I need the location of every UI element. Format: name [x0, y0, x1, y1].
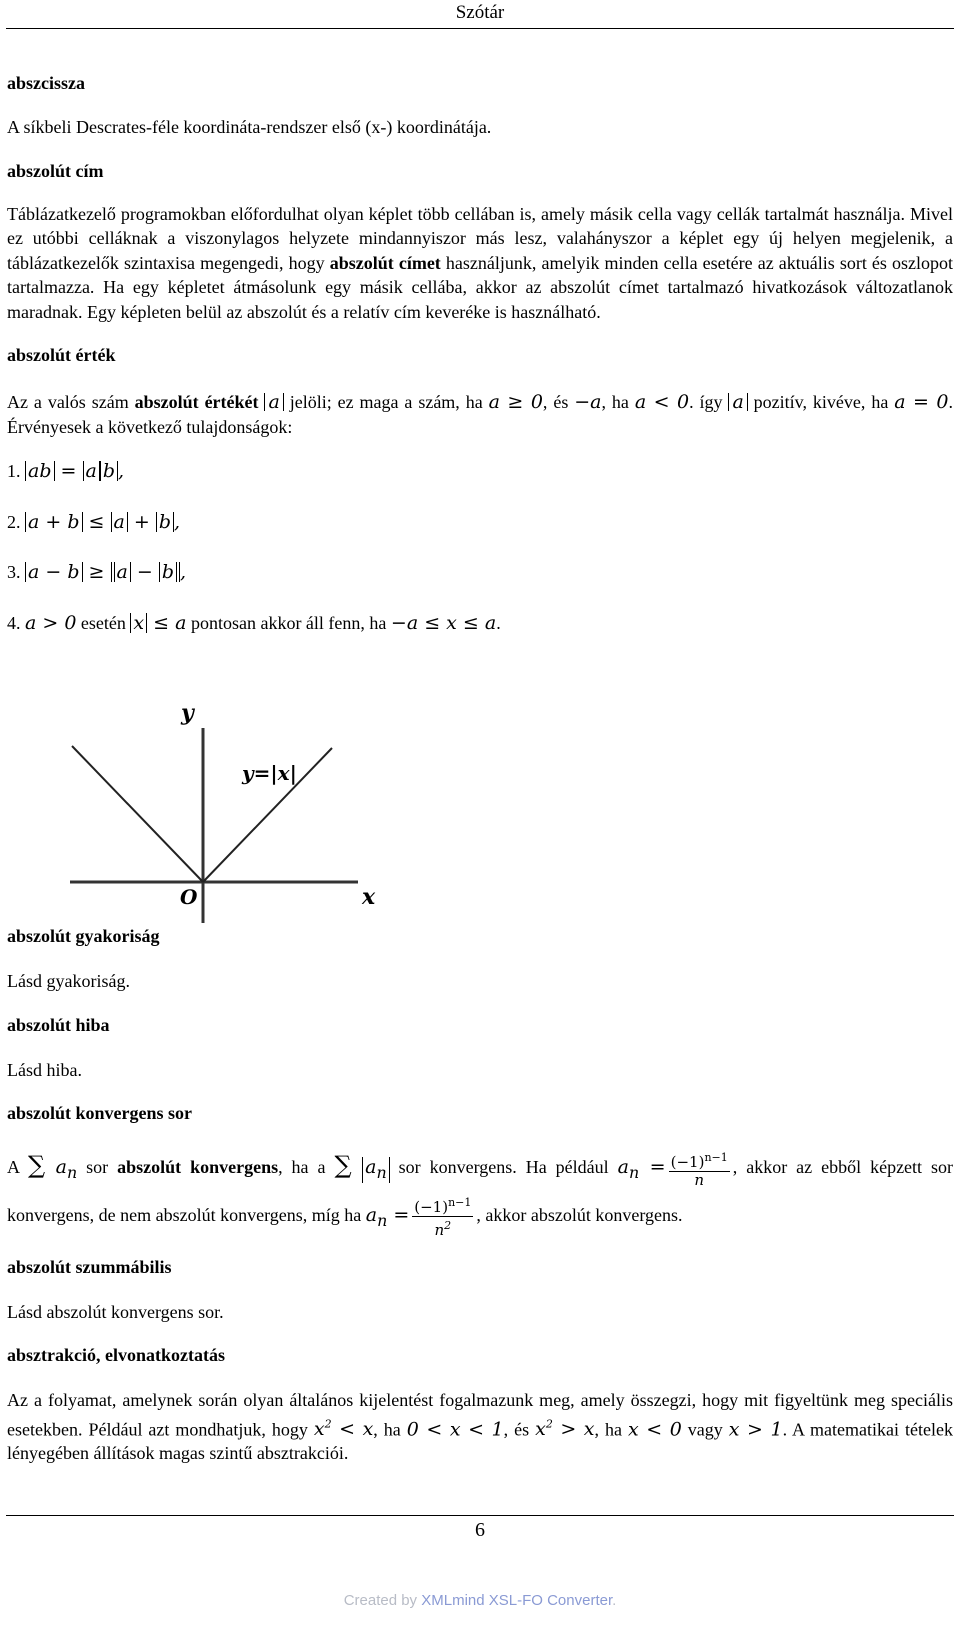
footer-rule	[6, 1515, 954, 1516]
converter-credit: Created by XMLmind XSL-FO Converter.	[343, 1592, 617, 1609]
def-abszolut-szummabilis: Lásd abszolút konvergens sor.	[7, 1301, 224, 1322]
term-abszolut-gyakorisag: abszolút gyakoriság	[7, 926, 160, 946]
def-abszolut-ertek: Az a valós szám abszolút értékét a jelöli; ez maga a szám, ha a ≥ 0, és −a, ha a < 0. így a pozitív, kivéve, ha a = 0. Érvényesek a következő tulajdonságok:	[7, 391, 953, 437]
term-absztrakcio: absztrakció, elvonatkoztatás	[7, 1345, 225, 1366]
def-absztrakcio: Az a folyamat, amelynek során olyan általános kijelentést fogalmazunk meg, amely összegzi, hogy mit figyeltünk meg speciális esetekben. Például azt mondhatjuk, hogy $x^2 < x$, ha 0 < x < 1, és $x^2 > x$, ha x < 0 vagy x > 1. A matematikai tételek lényegében állítások magas szintű absztrakciói.	[7, 1390, 953, 1464]
property-2: 2. a + b ≤ a + b ,	[7, 510, 181, 533]
def-abszolut-gyakorisag: Lásd gyakoriság.	[7, 971, 130, 991]
property-4: 4. a > 0 esetén x ≤ a pontosan akkor áll fenn, ha −a ≤ x ≤ a.	[7, 611, 501, 634]
def-abszcissza: A síkbeli Descrates-féle koordináta-rendszer első (x-) koordinátája.	[7, 117, 492, 137]
converter-brand-link[interactable]: XMLmind XSL-FO Converter	[421, 1592, 613, 1609]
page-header: Szótár	[455, 2, 505, 23]
graph-x-label: x	[362, 884, 376, 910]
term-abszolut-konvergens: abszolút konvergens sor	[7, 1103, 193, 1123]
graph-curve-label: y=|x|	[242, 761, 297, 785]
term-abszolut-ertek: abszolút érték	[7, 345, 116, 365]
def-abszolut-cim: Táblázatkezelő programokban előfordulhat olyan képlet több cellában is, amely másik cella vagy cellák tartalmát használja. Mivel ez utóbbi celláknak a viszonylagos helyzete mindannyiszor más lesz, valahányszor a képlet egy új helyen megjelenik, a táblázatkezelők szintaxisa megengedi, hogy abszolút címet használjunk, amelyik minden cella esetére az aktuális sort és oszlopot tartalmazza. Ha egy képletet átmásolunk egy másik cellába, akkor az abszolút címet tartalmazó hivatkozások változatlanok maradnak. Egy képleten belül az abszolút és a relatív cím keveréke is használható.	[7, 203, 953, 322]
page-number: 6	[475, 1519, 485, 1541]
term-abszolut-szummabilis: abszolút szummábilis	[7, 1256, 172, 1277]
def-abszolut-hiba: Lásd hiba.	[7, 1059, 82, 1080]
term-abszcissza: abszcissza	[7, 73, 85, 93]
graph-left-branch	[72, 746, 203, 882]
property-3: 3. a − b ≥ a − b ,	[7, 561, 187, 583]
def-abszolut-konvergens: A ∑ $a_n$ sor abszolút konvergens, ha a ∑ $a_n$ sor konvergens. Ha például $a_n$ = $\frac{(-1)^{n-1}}{n}$ , akkor az ebből képzett sor konvergens, de nem abszolút konvergens, míg ha $a_n$ = $\frac{(-1)^{n-1}}{n^2}$ , akkor abszolút konvergens.	[7, 1150, 954, 1240]
property-1: 1. ab = a b ,	[7, 460, 125, 482]
term-abszolut-cim: abszolút cím	[7, 160, 104, 181]
graph-y-label: y	[181, 700, 194, 726]
term-abszolut-hiba: abszolút hiba	[7, 1014, 110, 1035]
header-rule	[6, 28, 954, 29]
graph-origin-label: O	[180, 885, 198, 909]
absolute-value-graph	[60, 698, 400, 928]
